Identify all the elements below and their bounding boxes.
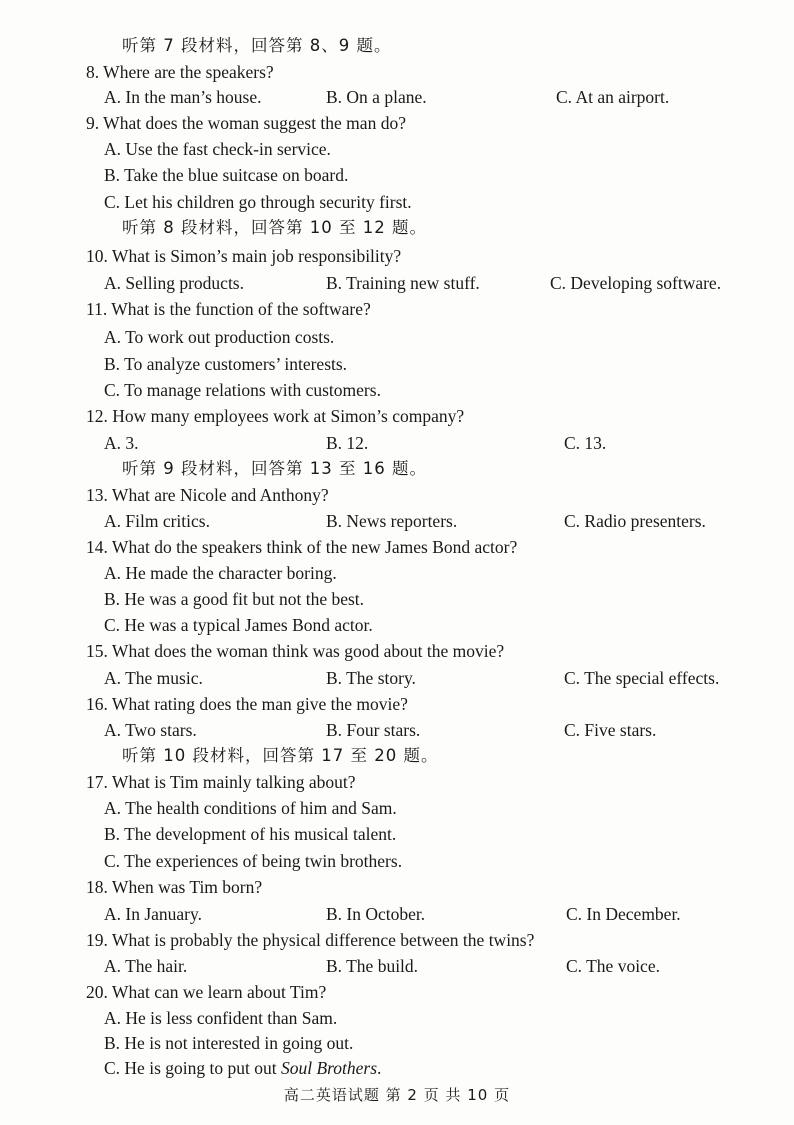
question-17: 17. What is Tim mainly talking about? xyxy=(86,772,356,792)
question-20-option-b: B. He is not interested in going out. xyxy=(104,1033,354,1053)
option-c-prefix: C. He is going to put out xyxy=(104,1058,281,1078)
question-9-option-b: B. Take the blue suitcase on board. xyxy=(104,165,349,185)
option-c: C. Developing software. xyxy=(550,273,722,293)
option-c: C. At an airport. xyxy=(556,87,670,107)
question-19: 19. What is probably the physical difference between the twins? xyxy=(86,930,535,950)
question-11-option-c: C. To manage relations with customers. xyxy=(104,380,381,400)
option-b: B. The build. xyxy=(326,956,419,976)
question-12: 12. How many employees work at Simon’s company? xyxy=(86,406,465,426)
question-9-option-a: A. Use the fast check-in service. xyxy=(104,139,331,159)
option-c: C. 13. xyxy=(564,433,607,453)
question-17-option-b: B. The development of his musical talent. xyxy=(104,824,397,844)
question-18: 18. When was Tim born? xyxy=(86,877,263,897)
option-a: A. In the man’s house. xyxy=(104,87,262,107)
question-17-option-a: A. The health conditions of him and Sam. xyxy=(104,798,397,818)
question-14-option-b: B. He was a good fit but not the best. xyxy=(104,589,365,609)
question-12-options xyxy=(0,430,794,456)
option-a: A. Selling products. xyxy=(104,273,244,293)
question-16: 16. What rating does the man give the movie? xyxy=(86,694,408,714)
section-heading-7: 听第 7 段材料，回答第 8、9 题。 xyxy=(122,36,392,55)
section-heading-10: 听第 10 段材料，回答第 17 至 20 题。 xyxy=(122,746,439,765)
question-11-option-a: A. To work out production costs. xyxy=(104,327,335,347)
option-b: B. News reporters. xyxy=(326,511,458,531)
option-a: A. The music. xyxy=(104,668,203,688)
question-17-option-c: C. The experiences of being twin brothers. xyxy=(104,851,403,871)
question-10: 10. What is Simon’s main job responsibility? xyxy=(86,246,402,266)
section-heading-8: 听第 8 段材料，回答第 10 至 12 题。 xyxy=(122,218,427,237)
option-c: C. The voice. xyxy=(566,956,660,976)
option-a: A. In January. xyxy=(104,904,203,924)
question-8: 8. Where are the speakers? xyxy=(86,62,274,82)
option-c-suffix: . xyxy=(377,1058,382,1078)
option-b: B. The story. xyxy=(326,668,416,688)
option-c: C. Radio presenters. xyxy=(564,511,706,531)
section-heading-9: 听第 9 段材料，回答第 13 至 16 题。 xyxy=(122,459,427,478)
book-title: Soul Brothers xyxy=(280,1058,378,1078)
question-20: 20. What can we learn about Tim? xyxy=(86,982,327,1002)
option-b: B. On a plane. xyxy=(326,87,427,107)
question-20-option-a: A. He is less confident than Sam. xyxy=(104,1008,338,1028)
option-b: B. Four stars. xyxy=(326,720,421,740)
option-c: C. In December. xyxy=(566,904,681,924)
question-14-option-c: C. He was a typical James Bond actor. xyxy=(104,615,373,635)
option-a: A. The hair. xyxy=(104,956,188,976)
question-20-option-c xyxy=(104,1055,794,1081)
question-8-options xyxy=(0,84,794,110)
option-c: C. The special effects. xyxy=(564,668,720,688)
question-18-options xyxy=(0,901,794,927)
question-13: 13. What are Nicole and Anthony? xyxy=(86,485,329,505)
question-13-options xyxy=(0,508,794,534)
question-9: 9. What does the woman suggest the man do? xyxy=(86,113,406,133)
question-10-options xyxy=(0,270,794,296)
question-9-option-c: C. Let his children go through security first. xyxy=(104,192,412,212)
option-b: B. 12. xyxy=(326,433,369,453)
option-b: B. Training new stuff. xyxy=(326,273,480,293)
question-11: 11. What is the function of the software? xyxy=(86,299,371,319)
page-footer: 高二英语试题 第 2 页 共 10 页 xyxy=(283,1086,511,1104)
question-19-options xyxy=(0,953,794,979)
question-15-options xyxy=(0,665,794,691)
question-16-options xyxy=(0,717,794,743)
option-a: A. Film critics. xyxy=(104,511,210,531)
option-a: A. Two stars. xyxy=(104,720,197,740)
option-a: A. 3. xyxy=(104,433,139,453)
question-14: 14. What do the speakers think of the new James Bond actor? xyxy=(86,537,518,557)
option-c: C. Five stars. xyxy=(564,720,657,740)
question-11-option-b: B. To analyze customers’ interests. xyxy=(104,354,348,374)
option-b: B. In October. xyxy=(326,904,426,924)
question-14-option-a: A. He made the character boring. xyxy=(104,563,337,583)
question-15: 15. What does the woman think was good about the movie? xyxy=(86,641,505,661)
